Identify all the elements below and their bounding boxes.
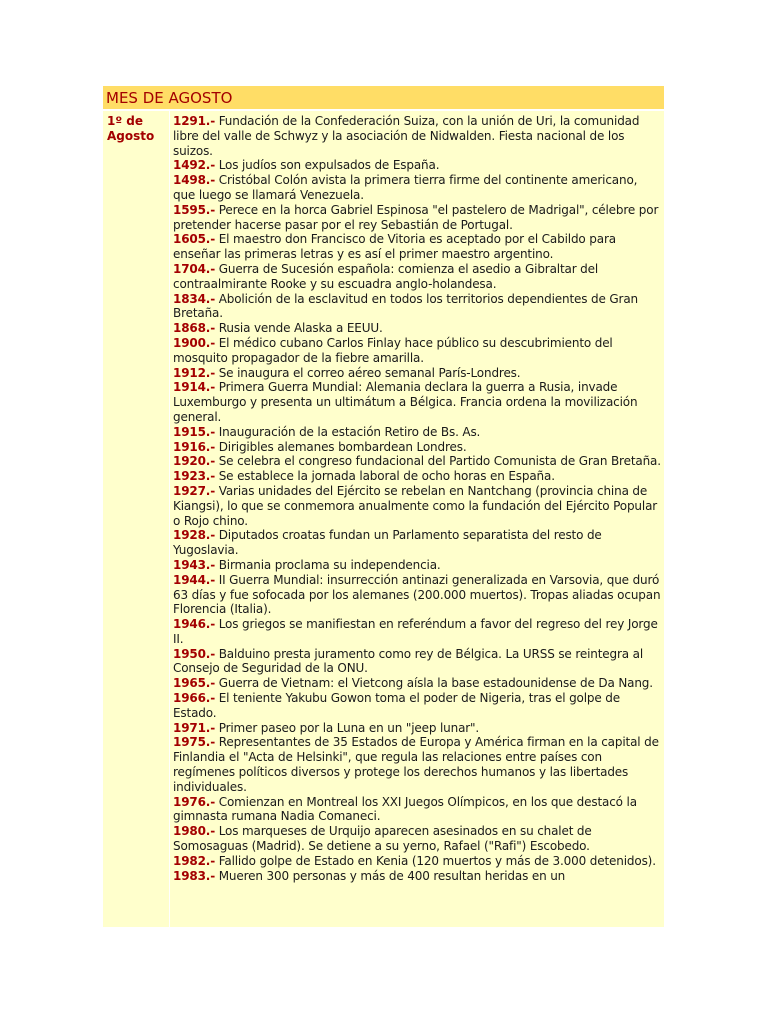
event-year: 1914.- xyxy=(173,380,216,395)
ephemeris-table xyxy=(103,86,664,927)
event-text: Se celebra el congreso fundacional del Partido Comunista de Gran Bretaña. xyxy=(215,454,661,469)
event-text: Primera Guerra Mundial: Alemania declara la guerra a Rusia, invade Luxemburgo y presenta un ultimátum a Bélgica. Francia ordena la movilización general. xyxy=(173,380,638,424)
event-year: 1291.- xyxy=(173,114,216,128)
event-text: Perece en la horca Gabriel Espinosa "el pastelero de Madrigal", célebre por pretender hacerse pasar por el rey Sebastián de Portugal. xyxy=(173,202,659,232)
event-text: El médico cubano Carlos Finlay hace público su descubrimiento del mosquito propagador de la fiebre amarilla. xyxy=(173,335,613,365)
event-entry xyxy=(173,336,661,366)
event-text: Dirigibles alemanes bombardean Londres. xyxy=(215,439,467,454)
event-text: Inauguración de la estación Retiro de Bs. As. xyxy=(215,424,481,439)
event-text: Varias unidades del Ejército se rebelan en Nantchang (provincia china de Kiangsi), lo que se conmemora anualmente como la fundación del Ejército Popular o Rojo chino. xyxy=(173,483,658,528)
event-entry xyxy=(173,558,661,573)
event-year: 1492.- xyxy=(173,158,216,173)
event-entry xyxy=(173,440,661,455)
event-text: Primer paseo por la Luna en un "jeep lunar". xyxy=(215,720,480,735)
event-year: 1900.- xyxy=(173,335,216,350)
event-entry xyxy=(173,292,661,322)
event-text: Balduino presta juramento como rey de Bélgica. La URSS se reintegra al Consejo de Seguridad de la ONU. xyxy=(173,646,644,676)
event-entry xyxy=(173,366,661,381)
event-entry xyxy=(173,484,661,528)
event-text: Representantes de 35 Estados de Europa y América firman en la capital de Finlandia el "Acta de Helsinki", que regula las relaciones entre países con regímenes políticos diversos y protege los derechos humanos y las libertades individuales. xyxy=(173,735,659,794)
event-text: Comienzan en Montreal los XXI Juegos Olímpicos, en los que destacó la gimnasta rumana Nadia Comaneci. xyxy=(173,794,637,824)
event-year: 1976.- xyxy=(173,794,216,809)
event-text: II Guerra Mundial: insurrección antinazi generalizada en Varsovia, que duró 63 días y fue sofocada por los alemanes (200.000 muertos). Tropas aliadas ocupan Florencia (Italia). xyxy=(173,572,661,617)
event-year: 1923.- xyxy=(173,469,216,484)
event-text: Fallido golpe de Estado en Kenia (120 muertos y más de 3.000 detenidos). xyxy=(215,853,656,868)
event-text: Cristóbal Colón avista la primera tierra firme del continente americano, que luego se llamará Venezuela. xyxy=(173,173,638,202)
event-text: Abolición de la esclavitud en todos los territorios dependientes de Gran Bretaña. xyxy=(173,291,638,321)
event-entry xyxy=(173,173,661,203)
event-year: 1975.- xyxy=(173,735,216,750)
event-text: Los marqueses de Urquijo aparecen asesinados en su chalet de Somosaguas (Madrid). Se detiene a su yerno, Rafael ("Rafi") Escobedo. xyxy=(173,824,592,854)
event-entry xyxy=(173,380,661,424)
event-entry xyxy=(173,454,661,469)
event-text: Diputados croatas fundan un Parlamento separatista del resto de Yugoslavia. xyxy=(173,528,602,558)
event-text: Se inaugura el correo aéreo semanal París-Londres. xyxy=(215,365,521,380)
event-text: Mueren 300 personas y más de 400 resultan heridas en un xyxy=(215,868,566,883)
event-year: 1704.- xyxy=(173,261,216,276)
event-year: 1916.- xyxy=(173,439,216,454)
event-text: El maestro don Francisco de Vitoria es aceptado por el Cabildo para enseñar las primeras letras y es así el primer maestro argentino. xyxy=(173,232,616,262)
event-year: 1950.- xyxy=(173,646,216,661)
event-year: 1920.- xyxy=(173,454,216,469)
event-text: El teniente Yakubu Gowon toma el poder de Nigeria, tras el golpe de Estado. xyxy=(173,691,620,720)
event-year: 1915.- xyxy=(173,424,216,439)
event-entry xyxy=(173,425,661,440)
event-year: 1912.- xyxy=(173,365,216,380)
event-text: Fundación de la Confederación Suiza, con la unión de Uri, la comunidad libre del valle de Schwyz y la asociación de Nidwalden. Fiesta nacional de los suizos. xyxy=(173,114,640,158)
event-entry xyxy=(173,321,661,336)
event-entry xyxy=(173,232,661,262)
event-text: Birmania proclama su independencia. xyxy=(215,557,441,572)
event-entry xyxy=(173,469,661,484)
event-year: 1927.- xyxy=(173,483,216,498)
event-entry xyxy=(173,114,661,158)
event-text: Rusia vende Alaska a EEUU. xyxy=(215,321,383,336)
event-text: Guerra de Sucesión española: comienza el asedio a Gibraltar del contraalmirante Rooke y su escuadra anglo-holandesa. xyxy=(173,261,599,291)
event-year: 1983.- xyxy=(173,868,216,883)
event-year: 1595.- xyxy=(173,202,216,217)
event-entry xyxy=(173,158,661,173)
event-entry xyxy=(173,528,661,558)
event-entry xyxy=(173,676,661,691)
event-year: 1834.- xyxy=(173,291,216,306)
event-year: 1946.- xyxy=(173,617,216,632)
event-entry xyxy=(173,735,661,794)
day-cell xyxy=(103,111,170,927)
event-year: 1928.- xyxy=(173,528,216,543)
event-entry xyxy=(173,869,661,884)
event-entry xyxy=(173,203,661,233)
event-text: Se establece la jornada laboral de ocho horas en España. xyxy=(215,469,555,484)
event-text: Guerra de Vietnam: el Vietcong aísla la base estadounidense de Da Nang. xyxy=(215,676,653,691)
event-entry xyxy=(173,721,661,736)
events-list xyxy=(173,114,661,883)
event-year: 1498.- xyxy=(173,173,216,188)
event-year: 1943.- xyxy=(173,557,216,572)
month-header: MES DE AGOSTO xyxy=(103,86,664,110)
event-year: 1982.- xyxy=(173,853,216,868)
event-entry xyxy=(173,262,661,292)
event-entry xyxy=(173,824,661,854)
event-year: 1965.- xyxy=(173,676,216,691)
event-year: 1980.- xyxy=(173,824,216,839)
event-entry xyxy=(173,854,661,869)
event-entry xyxy=(173,617,661,647)
event-year: 1605.- xyxy=(173,232,216,247)
event-text: Los judíos son expulsados de España. xyxy=(215,158,440,173)
event-entry xyxy=(173,691,661,721)
day-label: 1º de Agosto xyxy=(107,114,155,143)
event-entry xyxy=(173,573,661,617)
event-entry xyxy=(173,647,661,677)
event-year: 1944.- xyxy=(173,572,216,587)
day-row xyxy=(103,110,664,927)
event-text: Los griegos se manifiestan en referéndum a favor del regreso del rey Jorge II. xyxy=(173,617,658,646)
event-year: 1868.- xyxy=(173,321,216,336)
event-year: 1971.- xyxy=(173,720,216,735)
event-year: 1966.- xyxy=(173,691,216,706)
event-entry xyxy=(173,795,661,825)
